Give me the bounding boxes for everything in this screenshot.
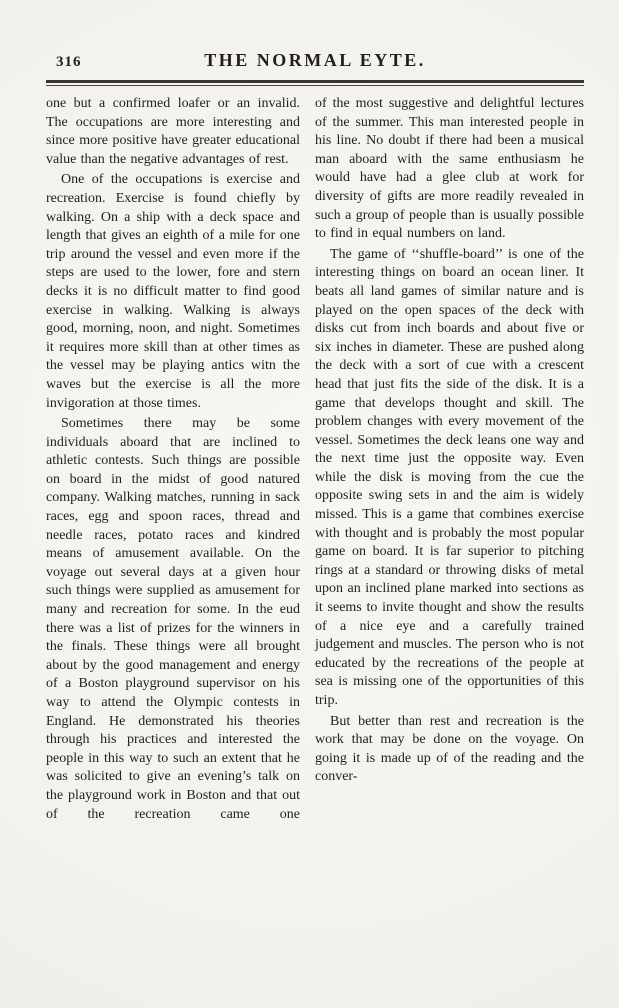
journal-title: THE NORMAL EYTE. (204, 50, 426, 70)
page-header (46, 50, 584, 76)
paragraph: The game of ‘‘shuffle-board’’ is one of the interesting things on board an ocean liner. It beats all land games of similar nature and is played on the open spaces of the deck with disks cut from inch boards and about five or six inches in diameter. These are pushed along the deck with a sort of cue with a crescent head that just fits the side of the disk. It is a game that develops thought and skill. The problem changes with every movement of the vessel. Sometimes the deck leans one way and the next time just the opposite way. Even while the disk is moving from the cue the opposite swing sets in and the aim is widely missed. This is a game that combines exercise with thought and is probably the most popular game on board. It is far superior to pitching rings at a standard or throwing disks of metal upon an inclined plane marked into sections as it seems to invite thought and show the results of a nice eye and a carefully trained judgement and muscles. The person who is not educated by the recreations of the people at sea is missing one of the opportunities of this trip. (315, 246, 584, 708)
page-number: 316 (56, 54, 82, 70)
text-columns (46, 95, 584, 824)
right-column (315, 95, 584, 824)
left-column (46, 95, 300, 824)
paragraph: But better than rest and recreation is the work that may be done on the voyage. On going it is made up of of the reading and the conver- (315, 713, 584, 785)
paragraph: Sometimes there may be some individuals aboard that are inclined to athletic contests. Such things are possible on board in the midst of good natured company. Walking matches, running in sack races, egg and spoon races, thread and needle races, potato races and kindred means of amusement available. On the voyage out several days at a given hour such things were supplied as amusement for many and recreation for some. In the eud there was a list of prizes for the winners in the finals. These things were all brought about by the good management and energy of a Boston playground supervisor on his way to attend the Olympic contests in England. He demonstrated his theories through his practices and interested the people in this way to such an extent that he was solicited to give an evening’s talk on the playground work in Boston and that out of the recreation came one (46, 416, 300, 822)
paragraph: of the most suggestive and delightful lectures of the summer. This man interested people in his line. No doubt if there had been a musical man aboard with the same enthusiasm he would have had a glee club at work for diversity of gifts are more readily revealed in such a group of people than is usually possible to find in equal numbers on land. (315, 96, 584, 242)
header-rule (46, 80, 584, 86)
page-content (46, 50, 584, 824)
paragraph: One of the occupations is exercise and recreation. Exercise is found chiefly by walking. On a ship with a deck space and length that gives an eighth of a mile for one trip around the vessel and even more if the steps are used to the lower, fore and stern decks it is no difficult matter to find good exercise in walking. Walking is always good, morning, noon, and night. Sometimes it requires more skill than at other times as the vessel may be playing antics witn the waves but the exercise is all the more invigoration at those times. (46, 172, 300, 411)
paragraph: one but a confirmed loafer or an invalid. The occupations are more interesting and since more positive have greater educational value than the negative advantages of rest. (46, 96, 300, 167)
